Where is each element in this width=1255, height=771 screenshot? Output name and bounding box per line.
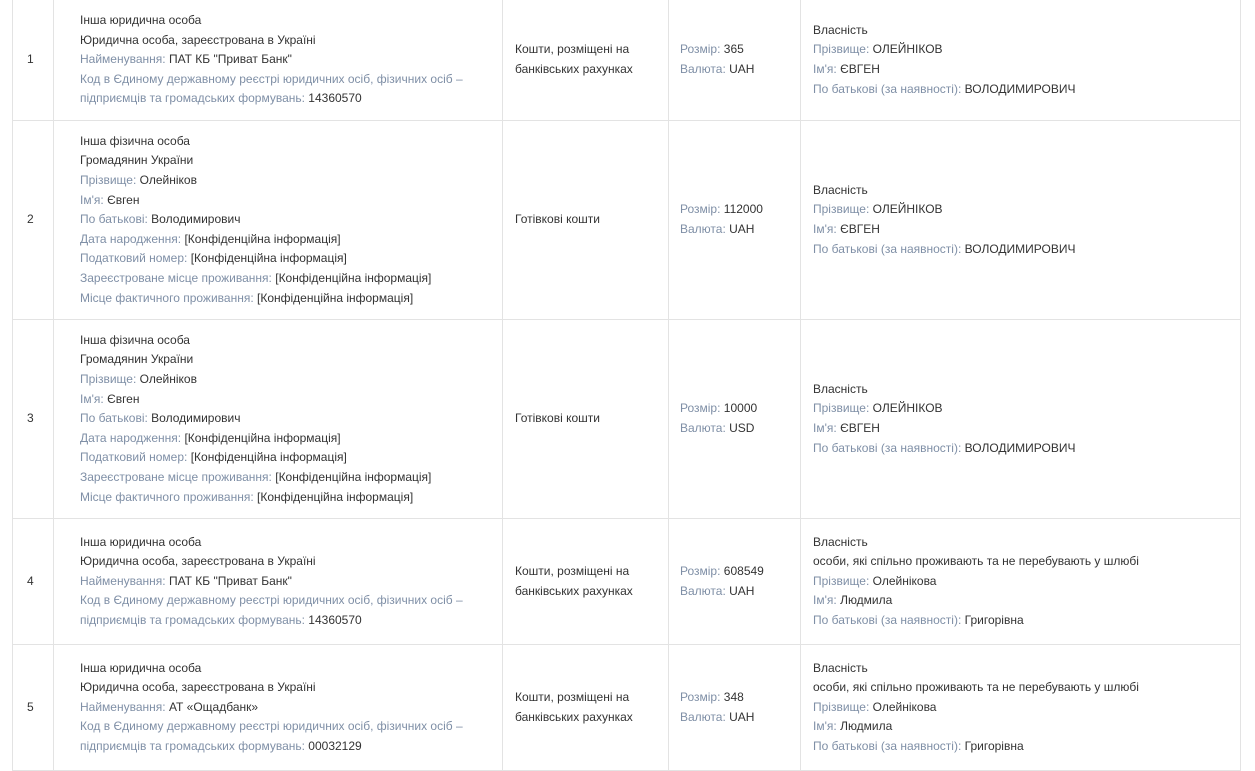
field-line bbox=[813, 399, 1228, 419]
field-value: UAH bbox=[729, 222, 755, 236]
field-value: Олейніков bbox=[139, 372, 197, 387]
field-label: Найменування: bbox=[80, 573, 166, 588]
field-value: 14360570 bbox=[308, 91, 362, 106]
subject-cell bbox=[54, 645, 503, 770]
field-value: ВОЛОДИМИРОВИЧ bbox=[964, 440, 1076, 455]
field-line bbox=[680, 60, 788, 80]
field-line bbox=[80, 50, 490, 70]
field-label: Ім'я: bbox=[813, 719, 837, 734]
field-line bbox=[680, 200, 788, 220]
field-line bbox=[80, 350, 490, 370]
field-label: Місце фактичного проживання: bbox=[80, 489, 254, 504]
field-line bbox=[680, 708, 788, 728]
ownership-cell bbox=[801, 121, 1241, 319]
row-number: 3 bbox=[13, 320, 54, 518]
field-line bbox=[813, 380, 1228, 400]
field-line bbox=[80, 230, 490, 250]
row-number: 5 bbox=[13, 645, 54, 770]
field-value: [Конфіденційна інформація] bbox=[275, 270, 432, 285]
field-line bbox=[813, 40, 1228, 60]
field-label: Код в Єдиному державному реєстрі юридичних осіб, фізичних осіб – підприємців та громадських формувань: bbox=[80, 719, 463, 753]
field-line bbox=[80, 429, 490, 449]
field-value: ОЛЕЙНІКОВ bbox=[872, 401, 943, 416]
amount-cell bbox=[669, 320, 801, 518]
field-label: По батькові (за наявності): bbox=[813, 81, 962, 96]
field-value: Григорівна bbox=[964, 612, 1024, 627]
field-value: Власність bbox=[813, 534, 868, 549]
field-line bbox=[813, 240, 1228, 260]
field-value: Інша фізична особа bbox=[80, 133, 190, 148]
field-label: Код в Єдиному державному реєстрі юридичних осіб, фізичних осіб – підприємців та громадських формувань: bbox=[80, 71, 463, 106]
field-label: Прізвище: bbox=[813, 202, 870, 217]
ownership-cell bbox=[801, 645, 1241, 770]
field-value: ОЛЕЙНІКОВ bbox=[872, 42, 943, 57]
field-label: Розмір: bbox=[680, 401, 721, 416]
field-line bbox=[80, 11, 490, 31]
table-row bbox=[13, 121, 1241, 320]
field-value: ЄВГЕН bbox=[840, 222, 880, 236]
field-line bbox=[80, 132, 490, 152]
field-value: ЄВГЕН bbox=[840, 421, 880, 435]
asset-type: Кошти, розміщені на банківських рахунках bbox=[515, 42, 633, 76]
field-value: Громадянин України bbox=[80, 153, 194, 168]
field-line bbox=[813, 80, 1228, 100]
field-line bbox=[80, 698, 490, 718]
subject-cell bbox=[54, 0, 503, 120]
subject-cell bbox=[54, 519, 503, 644]
field-value: Інша юридична особа bbox=[80, 534, 202, 549]
table-row bbox=[13, 320, 1241, 519]
field-value: Григорівна bbox=[964, 738, 1024, 753]
field-value: [Конфіденційна інформація] bbox=[275, 469, 432, 484]
field-line bbox=[80, 591, 475, 630]
field-label: Прізвище: bbox=[80, 372, 137, 387]
field-line bbox=[80, 269, 490, 289]
field-line bbox=[813, 659, 1228, 679]
field-line bbox=[80, 488, 490, 508]
field-line bbox=[80, 678, 490, 698]
field-label: Валюта: bbox=[680, 62, 726, 76]
field-value: ОЛЕЙНІКОВ bbox=[872, 202, 943, 217]
asset-type: Кошти, розміщені на банківських рахунках bbox=[515, 689, 633, 724]
row-number: 2 bbox=[13, 121, 54, 319]
field-label: По батькові: bbox=[80, 411, 148, 426]
field-line bbox=[680, 562, 788, 582]
asset-type: Готівкові кошти bbox=[515, 212, 600, 227]
field-line bbox=[80, 70, 475, 109]
field-value: ВОЛОДИМИРОВИЧ bbox=[964, 241, 1076, 256]
field-value: 10000 bbox=[723, 401, 758, 416]
field-line bbox=[680, 40, 788, 60]
field-line bbox=[813, 552, 1228, 572]
field-value: [Конфіденційна інформація] bbox=[184, 231, 341, 246]
field-value: [Конфіденційна інформація] bbox=[190, 450, 347, 465]
field-value: 348 bbox=[723, 689, 744, 704]
field-line bbox=[813, 533, 1228, 553]
field-line bbox=[813, 717, 1228, 737]
field-value: Юридична особа, зареєстрована в Україні bbox=[80, 32, 316, 47]
field-label: По батькові: bbox=[80, 212, 148, 227]
field-label: Прізвище: bbox=[813, 573, 870, 588]
field-line bbox=[80, 533, 490, 553]
field-label: Код в Єдиному державному реєстрі юридичних осіб, фізичних осіб – підприємців та громадських формувань: bbox=[80, 593, 463, 627]
field-value: Володимирович bbox=[151, 411, 241, 426]
field-label: Прізвище: bbox=[813, 42, 870, 57]
field-line bbox=[80, 151, 490, 171]
field-value: [Конфіденційна інформація] bbox=[190, 251, 347, 266]
ownership-cell bbox=[801, 0, 1241, 120]
field-label: Податковий номер: bbox=[80, 251, 188, 266]
field-line bbox=[813, 181, 1228, 201]
field-value: [Конфіденційна інформація] bbox=[257, 290, 414, 305]
field-label: Валюта: bbox=[680, 222, 726, 236]
field-line bbox=[680, 399, 788, 419]
field-label: Розмір: bbox=[680, 42, 721, 57]
field-label: Дата народження: bbox=[80, 430, 182, 445]
asset-type: Готівкові кошти bbox=[515, 411, 600, 426]
field-label: Зареєстроване місце проживання: bbox=[80, 270, 272, 285]
field-line bbox=[80, 31, 490, 51]
field-value: Інша юридична особа bbox=[80, 13, 202, 28]
field-line bbox=[80, 448, 490, 468]
field-value: Юридична особа, зареєстрована в Україні bbox=[80, 680, 316, 695]
field-label: Прізвище: bbox=[813, 401, 870, 416]
field-value: 112000 bbox=[723, 202, 763, 217]
field-value: Власність bbox=[813, 660, 868, 675]
asset-type-cell bbox=[503, 645, 669, 770]
field-line bbox=[813, 698, 1228, 718]
subject-cell bbox=[54, 121, 503, 319]
field-line bbox=[80, 331, 490, 351]
field-label: Найменування: bbox=[80, 52, 166, 67]
field-value: Власність bbox=[813, 381, 868, 396]
field-value: ПАТ КБ "Приват Банк" bbox=[168, 52, 292, 67]
field-value: Євген bbox=[107, 192, 140, 207]
field-label: Ім'я: bbox=[813, 593, 837, 608]
subject-cell bbox=[54, 320, 503, 518]
field-label: Дата народження: bbox=[80, 231, 182, 246]
field-value: Власність bbox=[813, 182, 868, 197]
field-line bbox=[813, 611, 1228, 631]
field-label: По батькові (за наявності): bbox=[813, 241, 962, 256]
asset-type: Кошти, розміщені на банківських рахунках bbox=[515, 563, 633, 598]
field-value: Громадянин України bbox=[80, 352, 194, 367]
table-row bbox=[13, 645, 1241, 771]
field-label: Зареєстроване місце проживання: bbox=[80, 469, 272, 484]
asset-type-cell bbox=[503, 121, 669, 319]
field-line bbox=[680, 419, 788, 439]
field-value: ПАТ КБ "Приват Банк" bbox=[168, 573, 292, 588]
field-line bbox=[80, 572, 490, 592]
field-line bbox=[80, 171, 490, 191]
row-number: 1 bbox=[13, 0, 54, 120]
field-label: По батькові (за наявності): bbox=[813, 440, 962, 455]
field-line bbox=[80, 659, 490, 679]
field-value: Юридична особа, зареєстрована в Україні bbox=[80, 554, 316, 569]
field-label: Ім'я: bbox=[80, 391, 104, 406]
field-value: 365 bbox=[723, 42, 744, 57]
field-value: особи, які спільно проживають та не перебувають у шлюбі bbox=[813, 554, 1139, 569]
field-value: USD bbox=[729, 421, 755, 435]
field-value: [Конфіденційна інформація] bbox=[257, 489, 414, 504]
field-line bbox=[80, 552, 490, 572]
field-label: Розмір: bbox=[680, 563, 721, 578]
field-label: Ім'я: bbox=[80, 192, 104, 207]
field-label: Податковий номер: bbox=[80, 450, 188, 465]
field-value: ЄВГЕН bbox=[840, 62, 880, 76]
field-label: Найменування: bbox=[80, 699, 166, 714]
field-label: Розмір: bbox=[680, 689, 721, 704]
table-row bbox=[13, 0, 1241, 121]
field-line bbox=[80, 370, 490, 390]
amount-cell bbox=[669, 645, 801, 770]
row-number: 4 bbox=[13, 519, 54, 644]
field-value: Олейнікова bbox=[872, 573, 937, 588]
field-value: Власність bbox=[813, 22, 868, 37]
field-value: 608549 bbox=[723, 563, 764, 578]
field-line bbox=[813, 21, 1228, 41]
field-line bbox=[80, 191, 490, 211]
field-value: Інша юридична особа bbox=[80, 660, 202, 675]
field-line bbox=[813, 572, 1228, 592]
field-line bbox=[80, 468, 490, 488]
field-value: Володимирович bbox=[151, 212, 241, 227]
field-value: Олейніков bbox=[139, 173, 197, 188]
field-value: [Конфіденційна інформація] bbox=[184, 430, 341, 445]
field-value: АТ «Ощадбанк» bbox=[168, 699, 259, 714]
field-line bbox=[80, 289, 490, 309]
field-value: Людмила bbox=[840, 719, 893, 734]
field-line bbox=[80, 409, 490, 429]
field-value: Євген bbox=[107, 391, 140, 406]
field-line bbox=[813, 419, 1228, 439]
declaration-assets-table bbox=[12, 0, 1241, 771]
field-value: UAH bbox=[729, 62, 755, 76]
field-label: Ім'я: bbox=[813, 222, 837, 236]
field-label: По батькові (за наявності): bbox=[813, 738, 962, 753]
field-line bbox=[680, 688, 788, 708]
asset-type-cell bbox=[503, 519, 669, 644]
field-value: UAH bbox=[729, 709, 755, 724]
table-row bbox=[13, 519, 1241, 645]
field-value: 00032129 bbox=[308, 738, 362, 753]
ownership-cell bbox=[801, 320, 1241, 518]
field-value: Інша фізична особа bbox=[80, 332, 190, 347]
asset-type-cell bbox=[503, 0, 669, 120]
field-label: Валюта: bbox=[680, 709, 726, 724]
amount-cell bbox=[669, 121, 801, 319]
field-value: UAH bbox=[729, 583, 755, 598]
ownership-cell bbox=[801, 519, 1241, 644]
field-label: Прізвище: bbox=[80, 173, 137, 188]
field-value: Людмила bbox=[840, 593, 893, 608]
amount-cell bbox=[669, 0, 801, 120]
field-label: Прізвище: bbox=[813, 699, 870, 714]
field-line bbox=[680, 582, 788, 602]
field-line bbox=[813, 591, 1228, 611]
field-line bbox=[813, 200, 1228, 220]
field-label: Ім'я: bbox=[813, 421, 837, 435]
amount-cell bbox=[669, 519, 801, 644]
field-value: 14360570 bbox=[308, 612, 362, 627]
field-line bbox=[813, 220, 1228, 240]
field-label: Валюта: bbox=[680, 583, 726, 598]
field-value: особи, які спільно проживають та не перебувають у шлюбі bbox=[813, 680, 1139, 695]
field-label: Місце фактичного проживання: bbox=[80, 290, 254, 305]
field-line bbox=[813, 60, 1228, 80]
field-line bbox=[80, 717, 475, 756]
field-value: Олейнікова bbox=[872, 699, 937, 714]
field-line bbox=[813, 737, 1228, 757]
field-label: По батькові (за наявності): bbox=[813, 612, 962, 627]
field-line bbox=[813, 439, 1228, 459]
field-value: ВОЛОДИМИРОВИЧ bbox=[964, 81, 1076, 96]
field-label: Розмір: bbox=[680, 202, 721, 217]
field-label: Валюта: bbox=[680, 421, 726, 435]
field-line bbox=[80, 249, 490, 269]
field-line bbox=[80, 390, 490, 410]
field-line bbox=[680, 220, 788, 240]
field-line bbox=[80, 210, 490, 230]
field-line bbox=[813, 678, 1228, 698]
field-label: Ім'я: bbox=[813, 62, 837, 76]
asset-type-cell bbox=[503, 320, 669, 518]
